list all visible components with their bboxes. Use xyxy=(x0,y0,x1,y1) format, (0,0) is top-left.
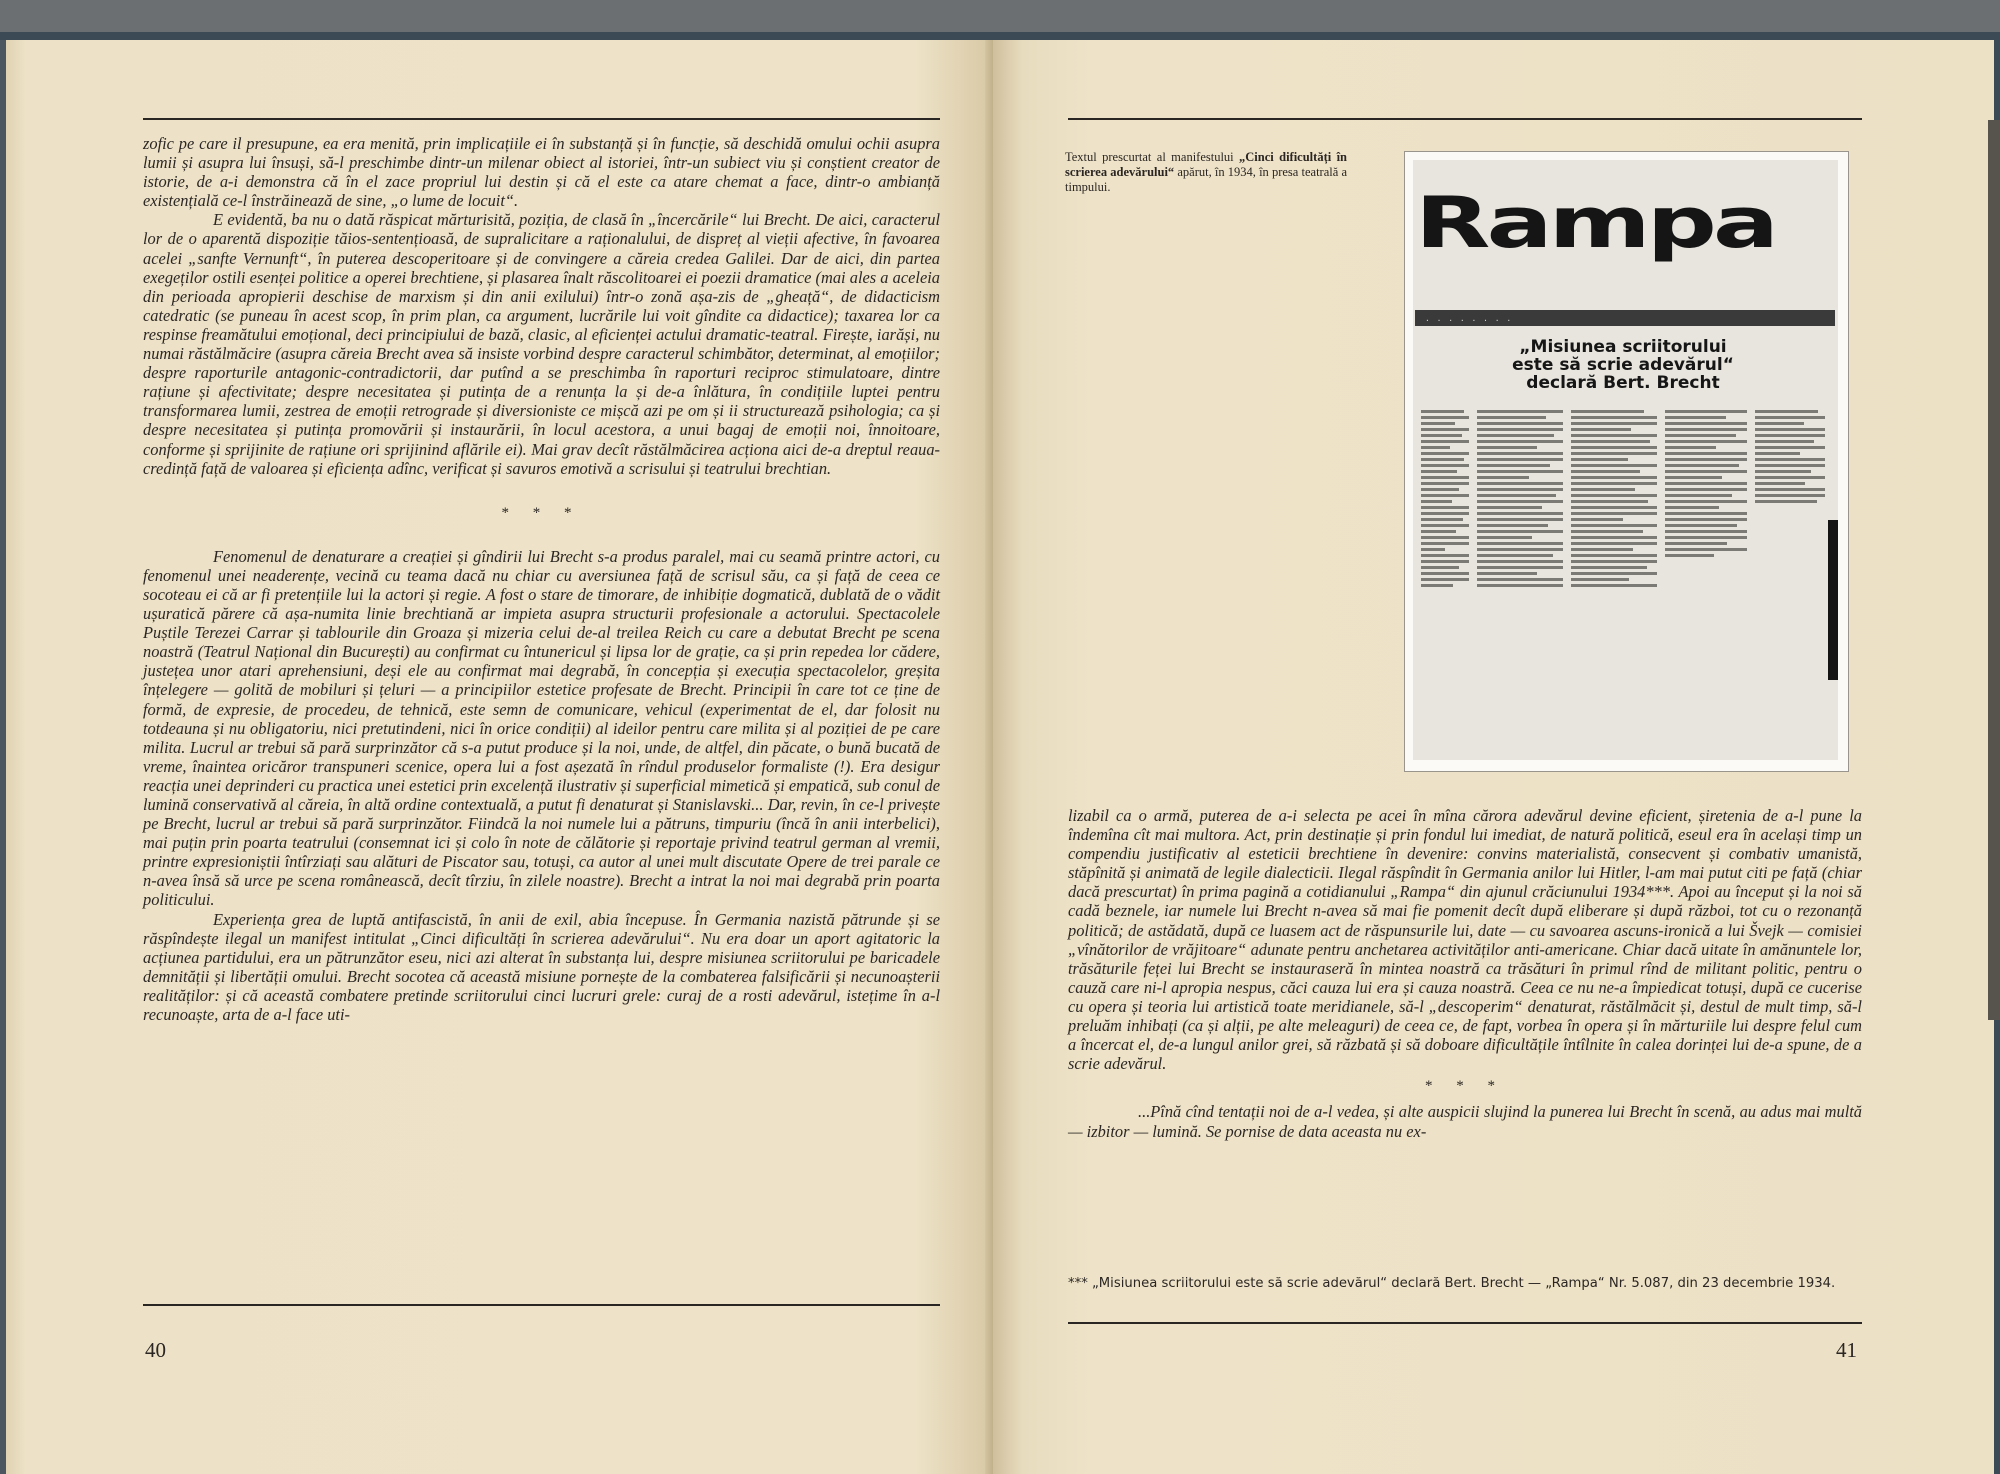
clipping-text-col-1 xyxy=(1421,410,1469,750)
newspaper-clipping xyxy=(1404,151,1849,772)
clipping-dark-bar xyxy=(1828,520,1838,680)
clipping-caption xyxy=(1065,150,1347,195)
clipping-text-col-5 xyxy=(1755,410,1825,750)
clipping-masthead: Rampa xyxy=(1415,182,1775,265)
book-edge-right xyxy=(1988,120,2000,1020)
left-paragraph-4: Experiența grea de luptă antifascistă, în anii de exil, abia începuse. În Germania nazistă pătrunde și se răspîndește ilegal un manifest intitulat „Cinci dificultăți în scrierea adevărului“. Nu era doar un aport agitatoric la acțiunea partidului, era un pătrunzător eseu, nici azi alterat în substanța lui, despre misiunea scriitorului pe baricadele demnității și libertății omului. Brecht socotea că această misiune pornește de la combaterea falsificării și necunoașterii realităților: și că această combatere pretinde scriitorului cinci lucruri grele: curaj de a rosti adevărul, istețime în a-l recunoaște, arta de a-l face uti- xyxy=(143,909,940,1025)
clipping-text-col-4 xyxy=(1665,410,1747,750)
left-text-column xyxy=(143,134,940,1024)
section-separator-right: * * * xyxy=(1425,1078,1505,1095)
clipping-headline-line-2: este să scrie adevărul“ xyxy=(1512,355,1734,375)
right-page-number: 41 xyxy=(1836,1338,1857,1362)
clipping-headline-line-1: „Misiunea scriitorului xyxy=(1519,337,1727,357)
right-paragraph-2: ...Pînă cînd tentații noi de a-l vedea, și alte auspicii slujind la punerea lui Brecht în scenă, au adus mai multă — izbitor — lumină. Se pornise de data aceasta nu ex- xyxy=(1068,1102,1862,1141)
caption-text-before: Textul prescurtat al manifestului xyxy=(1065,150,1234,164)
section-separator-left: * * * xyxy=(501,504,582,521)
left-bottom-rule xyxy=(143,1304,940,1306)
left-top-rule xyxy=(143,118,940,120)
left-paragraph-3: Fenomenul de denaturare a creației și gîndirii lui Brecht s-a produs paralel, mai cu seamă printre actori, cu fenomenul unei neaderențe, vecină cu teama dacă nu chiar cu aversiunea față de scrisul său, ca și față de ceea ce socoteau ei că ar fi pretențiile lui la actori și regie. A fost o stare de timorare, de inhibiție dogmatică, dublată de o vădit ușuratică părere că așa-numita linie brechtiană ar impieta asupra structurii profesionale a actorului. Spectacolele Puștile Terezei Carrar și tablourile din Groaza și mizeria celui de-al treilea Reich cu care a debutat Brecht pe scena noastră (Teatrul Național din București) au confirmat cu întunericul și lipsa lor de grație, ca și prin repedea lor cădere, justețea unor atari aprehensiuni, deși ele au confirmat mai degrabă, în concepția și execuția spectacolelor, greșita înțelegere — golită de mobiluri și țeluri — a principiilor estetice profesate de Brecht. Principii în care tot ce ține de formă, de expresie, de procedeu, de tehnică, este semn de comunicare, vehicul (experimentat de el, dar folosit nu totdeauna și nu obligatoriu, nici pretutindeni, nici în orice condiții) al ideilor pentru care milita și al poziției de pe care milita. Lucrul ar trebui să pară surprinzător că s-a putut produce și la noi, unde, de altfel, din păcate, o bună bucată de vreme, înaintea oricăror transpuneri scenice, opera lui a fost așezată în rîndul produselor formaliste (!). Era desigur reacția unei deprinderi cu practica unei estetici prin excelență ilustrativ și superficial mimetică și empatică, sub conul de lumină conservativă al căreia, în altă ordine contextuală, a putut fi denaturat și Stanislavski... Dar, revin, în ce-l privește pe Brecht, lucrul ar trebui să pară surprinzător. Fiindcă la noi numele lui a pătruns, timpuriu (încă în anii interbelici), mai puțin prin poarta teatrului (consemnat ici și colo în note de călătorie și reportaje privind teatrul german al vremii, printre expresioniștii întîrziați sau alături de Piscator sau, totuși, ca autor al unei mult discutate Opere de trei parale ce n-avea însă să urce pe scena românească, decît tîrziu, în zilele noastre). Brecht a intrat la noi mai degrabă prin poarta politicului. xyxy=(143,546,940,910)
footnote: *** „Misiunea scriitorului este să scrie adevărul“ declară Bert. Brecht — „Rampa“ Nr. 5.087, din 23 decembrie 1934. xyxy=(1068,1276,1836,1291)
right-bottom-rule xyxy=(1068,1322,1862,1324)
clipping-text-col-2 xyxy=(1477,410,1563,750)
left-paragraph-2: E evidentă, ba nu o dată răspicat mărturisită, poziția, de clasă în „încercările“ lui Brecht. De aici, caracterul lor de o aparentă dispoziție tăios-sentențioasă, de supralicitare a raționalului, de dispreț al vieții afective, în favoarea acelei „sanfte Vernunft“, în puterea descoperitoare și de convingere a căreia credea Galilei. Dar de aici, din partea exegeților ostili esenței politice a operei brechtiene, și plasarea înalt răscolitoarei ei poezii dramatice (mai ales a aceleia din perioada apropierii deschise de marxism și din anii exilului) într-o zonă așa-zis de „gheață“, de didacticism catedratic (se puneau în acest scop, în prim plan, ca argument, lucrările lui voit gîndite ca didactice); taxarea lor ca respinse freamătului emoțional, deci principiului de bază, clasic, al eficienței actului dramatic-teatral. Firește, iarăși, nu numai răstălmăcire (asupra căreia Brecht avea să insiste vorbind despre caracterul schimbător, determinat, al emoțiilor; despre raporturile antagonic-contradictorii, dar putînd a se preschimba în raporturi reciproc stimulatoare, dintre rațiune și afectivitate; despre necesitatea și putința de a renunța la și de-a înlătura, în condițiile luptei pentru transformarea lumii, zestrea de emoții retrograde și diversioniste ce mișcă azi pe om și ii structurează psihologia; ca și despre necesitatea și putința promovării și instaurării, în locul acestora, a unui bagaj de emoții noi, înnoitoare, conforme și sprijinite de rațiune ori sprijinind aflările ei). Mai grav decît răstălmăcirea acționa aici de-a dreptul reaua-credință față de valoarea și eficiența adînc, verificat și savuros emotivă a scrisului și teatrului brechtian. xyxy=(143,210,940,478)
left-page-number: 40 xyxy=(145,1338,166,1362)
clipping-text-col-3 xyxy=(1571,410,1657,750)
caption-text-after: apărut, în 1934, în presa teatrală a timpului. xyxy=(1065,165,1347,194)
clipping-image xyxy=(1413,160,1838,760)
caption-title: „Cinci dificultăți în scrierea adevărului“ xyxy=(1065,150,1347,179)
clipping-headline-line-3: declară Bert. Brecht xyxy=(1526,373,1720,393)
right-text-column xyxy=(1068,806,1862,1141)
clipping-headline xyxy=(1453,338,1793,392)
clipping-date-strip: · · · · · · · · xyxy=(1415,310,1835,326)
left-paragraph-1: zofic pe care il presupune, ea era menită, prin implicațiile ei în substanță și în funcție, să deschidă omului ochii asupra lumii și asupra lui însuși, să-l preschimbe dintr-un milenar obiect al istoriei, într-un subiect viu și conștient creator de istorie, de a-i demonstra că în el zace propriul lui destin și că el este ca atare chemat a face, dintr-o ambianță existențială ce-l înstrăinează de sine, „o lume de locuit“. xyxy=(143,134,940,211)
right-top-rule xyxy=(1068,118,1862,120)
right-paragraph-1: lizabil ca o armă, puterea de a-i selecta pe acei în mîna cărora adevărul devine eficient, șiretenia de a-l pune la îndemîna cît mai multora. Act, prin destinație și prin fondul lui imediat, de natură politică, eseul era în același timp un compendiu justificativ al esteticii brechtiene în devenire: convins materialistă, consecvent și combativ umanistă, stăpînită și animată de legile dialecticii. Ilegal răspîndit în Germania anilor lui Hitler, l-am mai putut citi pe față (chiar dacă prescurtat) în prima pagină a cotidianului „Rampa“ din ajunul crăciunului 1934***. Apoi au început și la noi să cadă beznele, iar numele lui Brecht n-avea să mai fie pomenit decît după eliberare și după război, tot cu o rezonanță politică; de astădată, după ce luasem act de răspunsurile lui, date — cu savoarea ascuns-ironică a lui Švejk — comisiei „vînătorilor de vrăjitoare“ adunate pentru anchetarea activităților anti-americane. Chiar dacă uitate în amănuntele lor, trăsăturile feței lui Brecht se instauraseră în mintea noastră ca trăsături în primul rînd de militant politic, pentru o cauză care ni-l apropia nespus, căci cauza lui era și cauza noastră. Ceea ce nu ne-a împiedicat totuși, după ce cucerise cu opera și teoria lui artistică toate meridianele, să-l „descoperim“ denaturat, răstălmăcit și, destul de mult timp, să-l preluăm inhibați (ca și alții, pe alte meleaguri) de ceea ce, de fapt, vorbea în opera și în mărturiile lui despre felul cum a încercat el, de-a lungul anilor grei, să răzbată și să doboare dificultățile întîlnite în calea dorinței lui de-a spune, de a scrie adevărul. xyxy=(1068,806,1862,1074)
